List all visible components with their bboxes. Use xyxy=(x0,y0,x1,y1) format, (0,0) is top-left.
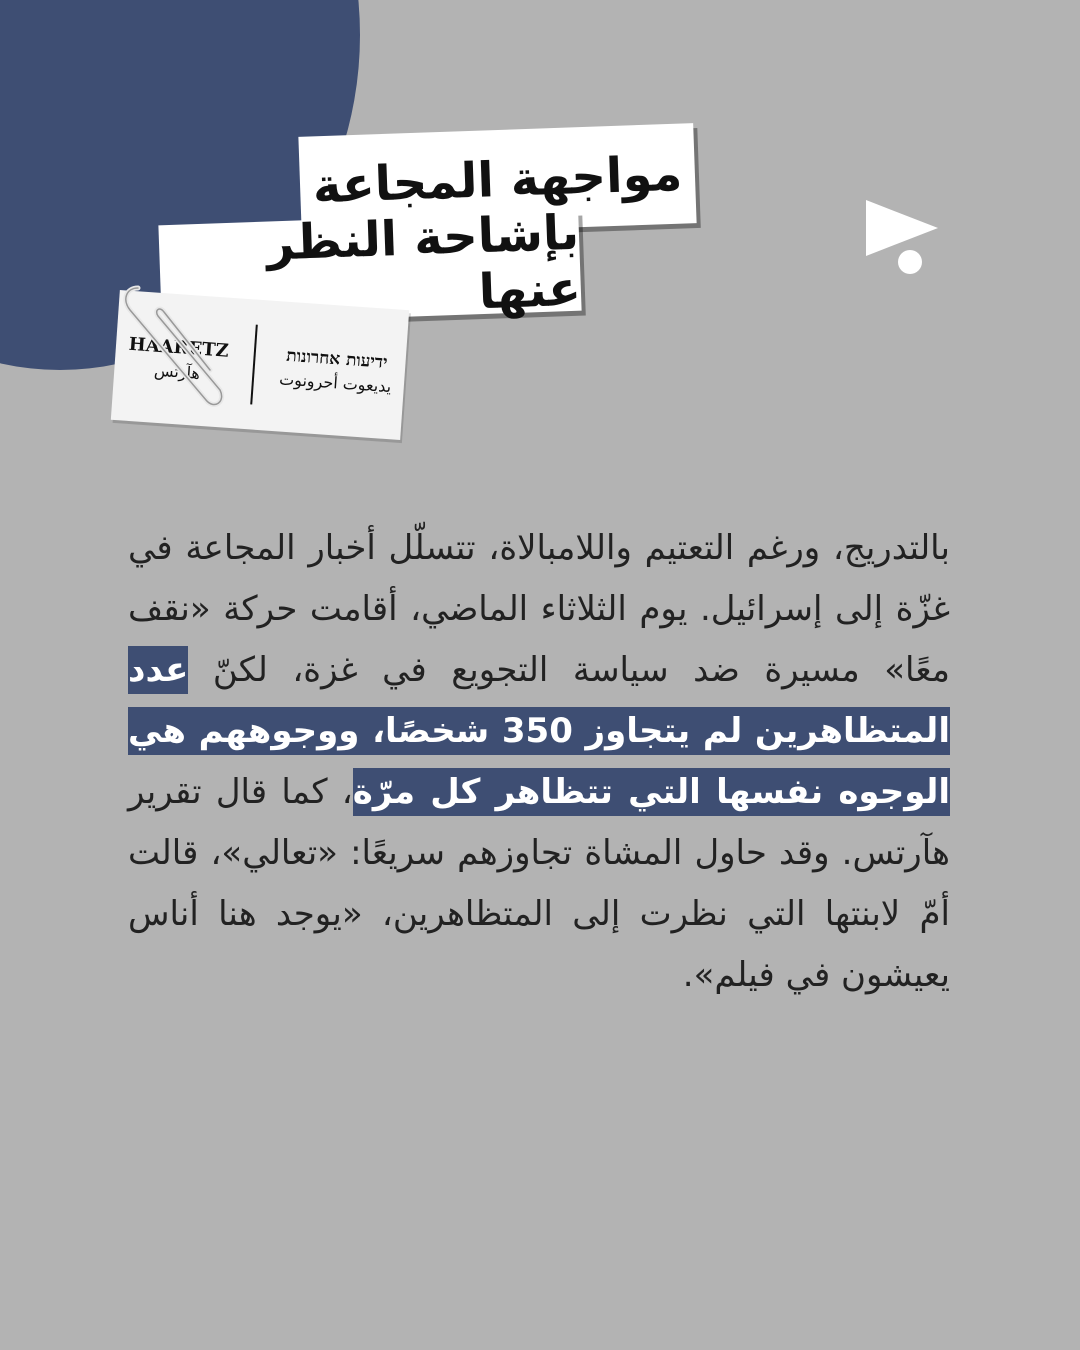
title-line-2-text: بإشاحة النظر عنها xyxy=(265,204,582,321)
source-yedioth xyxy=(279,345,394,396)
article-text-part1: بالتدريج، ورغم التعتيم واللامبالاة، تتسلّل أخبار المجاعة في غزّة إلى إسرائيل. يوم الثلاثاء الماضي، أقامت حركة «نقف معًا» مسيرة ضد سياسة التجويع في غزة، لكنّ xyxy=(128,528,950,690)
article-highlight: عدد المتظاهرين لم يتجاوز 350 شخصًا، ووجوههم هي الوجوه نفسها التي تتظاهر كل مرّة xyxy=(128,646,950,816)
title-line-1-text: مواجهة المجاعة xyxy=(311,145,684,215)
play-triangle-dot-icon xyxy=(862,198,942,278)
yedioth-logo-text: ידיעות אחרונות xyxy=(285,345,389,373)
article-body xyxy=(128,518,950,1006)
source-divider xyxy=(250,325,258,405)
haaretz-arabic-label: هآرتس xyxy=(153,360,201,383)
paperclip-icon xyxy=(118,278,228,418)
article-text-part2: ، كما قال تقرير هآرتس. وقد حاول المشاة تجاوزهم سريعًا: «تعالي»، قالت أمّ لابنتها التي نظرت إلى المتظاهرين، «يوجد هنا أناس يعيشون في فيلم». xyxy=(128,772,950,995)
haaretz-logo-text: HAARETZ xyxy=(128,333,230,362)
yedioth-arabic-label: يديعوت أحرونوت xyxy=(278,368,392,396)
